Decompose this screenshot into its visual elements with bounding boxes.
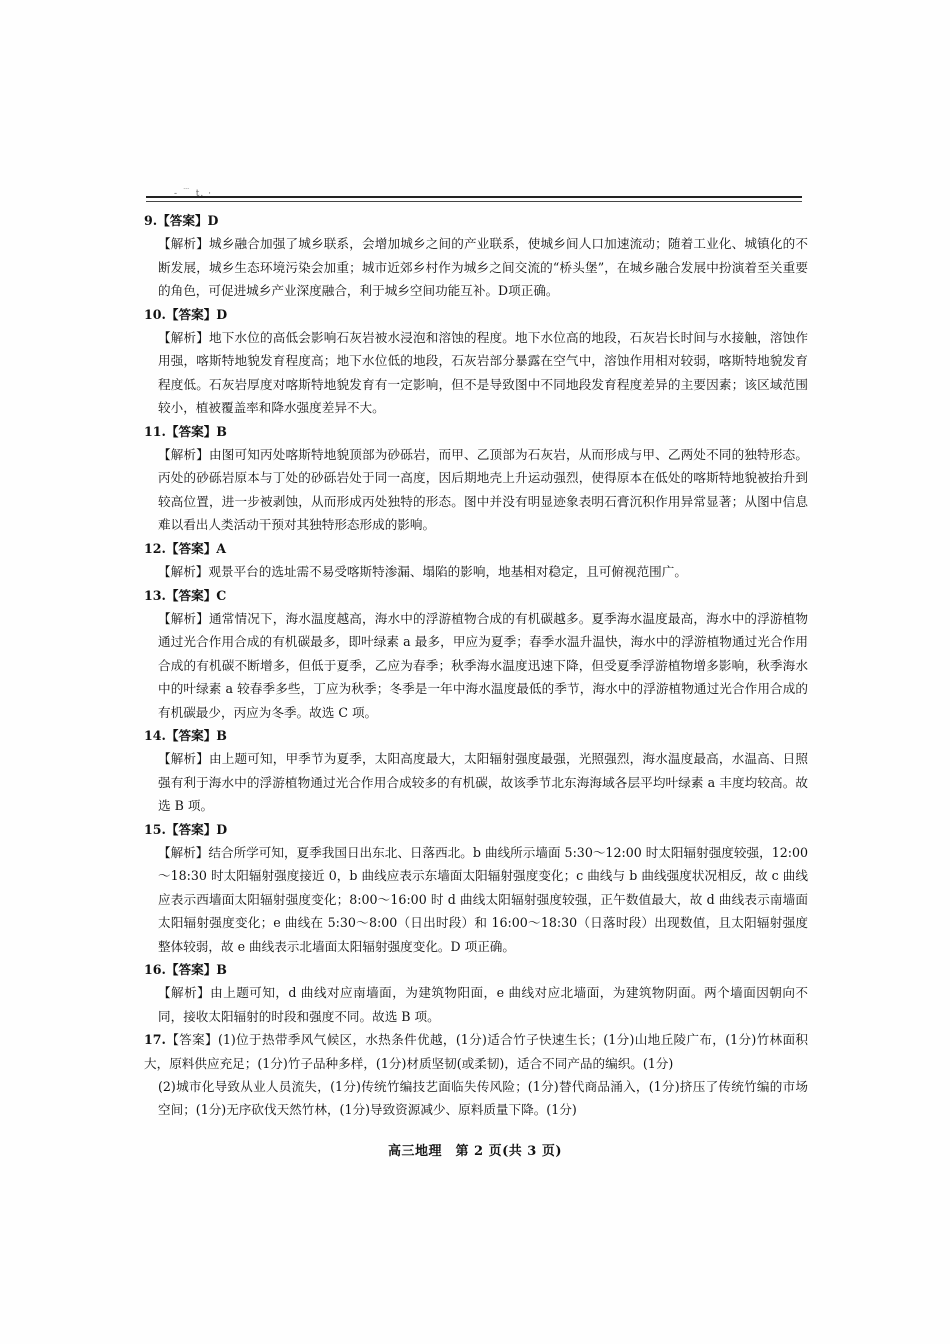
answer-line bbox=[144, 1028, 808, 1075]
question-number: 15. bbox=[144, 821, 166, 837]
analysis-text: 【解析】观景平台的选址需不易受喀斯特渗漏、塌陷的影响，地基相对稳定，且可俯视范围广。 bbox=[158, 564, 687, 580]
answer-text: 【答案】D bbox=[157, 213, 219, 228]
question-number: 17. bbox=[144, 1032, 166, 1048]
answer-content bbox=[144, 209, 808, 1122]
analysis-text: 【解析】通常情况下，海水温度越高，海水中的浮游植物合成的有机碳越多。夏季海水温度最高，海水中的浮游植物通过光合作用合成的有机碳最多，即叶绿素 a 最多，甲应为夏季；春季水温升温快，海水中的浮游植物通过光合作用合成的有机碳不断增多，但低于夏季，乙应为春季；秋季海水温度迅速下降，但受夏季浮游植物增多影响，秋季海水中的叶绿素 a 较春季多些，丁应为秋季；冬季是一年中海水温度最低的季节，海水中的浮游植物通过光合作用合成的有机碳最少，丙应为冬季。故选 C 项。 bbox=[158, 610, 808, 720]
answer-item-13 bbox=[144, 584, 808, 724]
answer-text: 【答案】(1)位于热带季风气候区，水热条件优越，(1分)适合竹子快速生长；(1分)山地丘陵广布，(1分)竹林面积大，原料供应充足；(1分)竹子品种多样，(1分)材质坚韧(或柔韧)，适合不同产品的编织。(1分) bbox=[144, 1032, 808, 1071]
answer-text: 【答案】B bbox=[165, 423, 227, 439]
header-rule bbox=[146, 196, 802, 198]
answer-item-11 bbox=[144, 420, 808, 537]
question-number: 13. bbox=[144, 587, 166, 603]
answer-line bbox=[144, 420, 808, 443]
page-footer: 高三地理 第 2 页(共 3 页) bbox=[388, 1144, 562, 1159]
answer-item-15 bbox=[144, 818, 808, 958]
answer-item-12 bbox=[144, 537, 808, 584]
answer-line bbox=[144, 303, 808, 326]
answer-line bbox=[144, 537, 808, 560]
question-number: 10. bbox=[144, 306, 166, 322]
answer-item-17 bbox=[144, 1028, 808, 1122]
answer-item-14 bbox=[144, 724, 808, 818]
analysis-text: 【解析】地下水位的高低会影响石灰岩被水浸泡和溶蚀的程度。地下水位高的地段，石灰岩长时间与水接触，溶蚀作用强，喀斯特地貌发育程度高；地下水位低的地段，石灰岩部分暴露在空气中，溶蚀作用相对较弱，喀斯特地貌发育程度低。石灰岩厚度对喀斯特地貌发育有一定影响，但不是导致图中不同地段发育程度差异的主要因素；该区域范围较小，植被覆盖率和降水强度差异不大。 bbox=[158, 330, 808, 416]
answer-item-10 bbox=[144, 303, 808, 420]
answer-text: 【答案】D bbox=[165, 821, 228, 837]
answer-line bbox=[144, 818, 808, 841]
answer-text: 【答案】D bbox=[165, 306, 228, 322]
analysis-text: 【解析】由上题可知，甲季节为夏季，太阳高度最大，太阳辐射强度最强，光照强烈，海水温度最高，水温高、日照强有利于海水中的浮游植物通过光合作用合成较多的有机碳，故该季节北东海海域各层平均叶绿素 a 丰度均较高。故选 B 项。 bbox=[158, 751, 808, 814]
answer-line bbox=[144, 724, 808, 747]
question-number: 9. bbox=[144, 213, 158, 228]
answer-line bbox=[144, 958, 808, 981]
question-number: 16. bbox=[144, 962, 166, 977]
question-number: 11. bbox=[144, 423, 166, 439]
question-number: 14. bbox=[144, 727, 166, 743]
answer-text: 【答案】C bbox=[165, 587, 227, 603]
analysis-text: (2)城市化导致从业人员流失，(1分)传统竹编技艺面临失传风险；(1分)替代商品涌入，(1分)挤压了传统竹编的市场空间；(1分)无序砍伐天然竹林，(1分)导致资源减少、原料质量下降。(1分) bbox=[158, 1079, 808, 1118]
analysis-text: 【解析】由上题可知，d 曲线对应南墙面，为建筑物阳面，e 曲线对应北墙面，为建筑物阴面。两个墙面因朝向不同，接收太阳辐射的时段和强度不同。故选 B 项。 bbox=[158, 985, 808, 1024]
scan-mark: - ﹉ t. · bbox=[174, 189, 212, 199]
answer-line bbox=[144, 584, 808, 607]
analysis-text: 【解析】由图可知丙处喀斯特地貌顶部为砂砾岩，而甲、乙顶部为石灰岩，从而形成与甲、乙两处不同的独特形态。丙处的砂砾岩原本与丁处的砂砾岩处于同一高度，因后期地壳上升运动强烈，使得原本在低处的喀斯特地貌被抬升到较高位置，进一步被剥蚀，从而形成丙处独特的形态。图中并没有明显迹象表明石膏沉积作用异常显著；从图中信息难以看出人类活动干预对其独特形态形成的影响。 bbox=[158, 447, 808, 533]
answer-text: 【答案】B bbox=[165, 727, 227, 743]
answer-text: 【答案】A bbox=[165, 540, 227, 556]
answer-item-16 bbox=[144, 958, 808, 1028]
analysis-text: 【解析】结合所学可知，夏季我国日出东北、日落西北。b 曲线所示墙面 5:30～12:00 时太阳辐射强度较强，12:00～18:30 时太阳辐射强度接近 0，b 曲线应表示东墙面太阳辐射强度变化；c 曲线与 b 曲线强度状况相反，故 c 曲线应表示西墙面太阳辐射强度变化；8:00～16:00 时 d 曲线太阳辐射强度较强，正午数值最大，故 d 曲线表示南墙面太阳辐射强度变化；e 曲线在 5:30～8:00（日出时段）和 16:00～18:30（日落时段）出现数值，且太阳辐射强度整体较弱，故 e 曲线表示北墙面太阳辐射强度变化。D 项正确。 bbox=[158, 844, 808, 954]
answer-item-9 bbox=[144, 209, 808, 303]
question-number: 12. bbox=[144, 540, 166, 556]
analysis-text: 【解析】城乡融合加强了城乡联系，会增加城乡之间的产业联系，使城乡间人口加速流动；随着工业化、城镇化的不断发展，城乡生态环境污染会加重；城市近郊乡村作为城乡之间交流的“桥头堡”，在城乡融合发展中扮演着至关重要的角色，可促进城乡产业深度融合，利于城乡空间功能互补。D项正确。 bbox=[158, 236, 808, 299]
header-rule-thin bbox=[146, 201, 802, 202]
answer-text: 【答案】B bbox=[165, 962, 227, 977]
answer-line bbox=[144, 209, 808, 232]
